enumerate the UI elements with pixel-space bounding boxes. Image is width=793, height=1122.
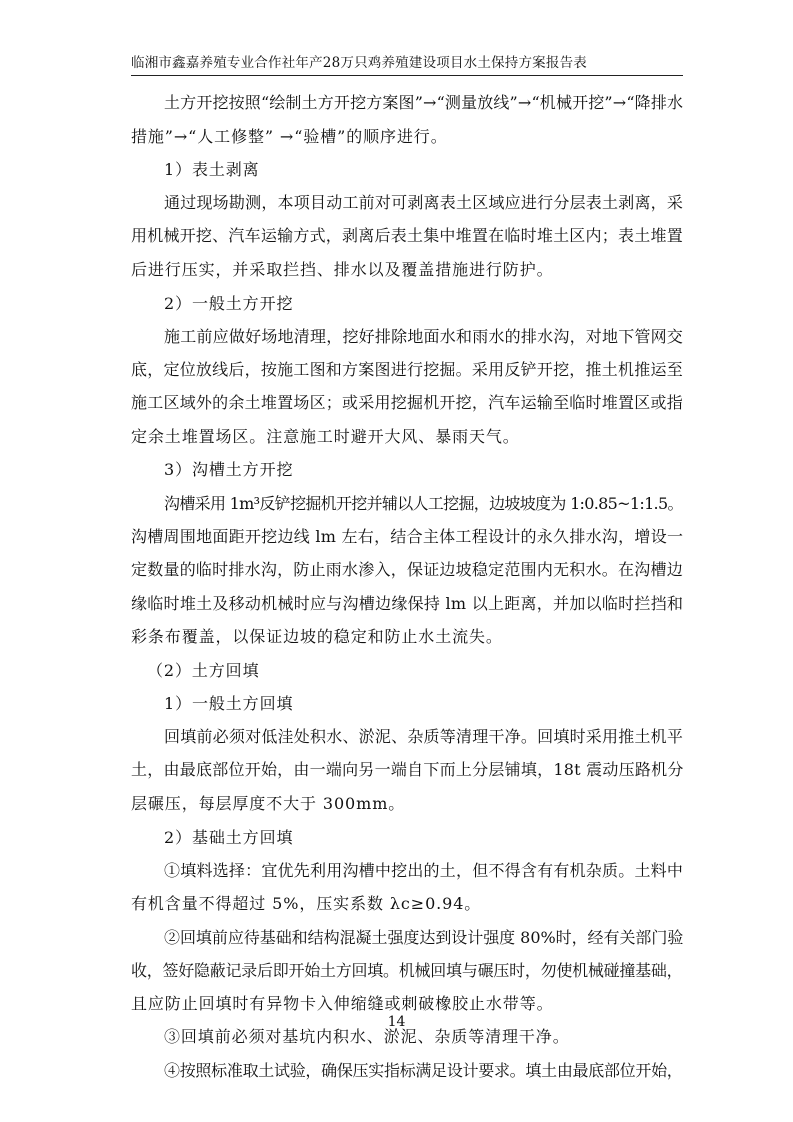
paragraph-line: 3）沟槽土方开挖 — [164, 460, 294, 479]
running-header: 临湘市鑫嘉养殖专业合作社年产28万只鸡养殖建设项目水土保持方案报告表 — [131, 55, 587, 71]
paragraph-line: 沟槽采用 1m³反铲挖掘机开挖并辅以人工挖掘，边坡坡度为 1:0.85~1:1.5。 — [164, 494, 683, 513]
paragraph-line: 2）一般土方开挖 — [164, 294, 294, 313]
paragraph-line: 层碾压，每层厚度不大于 300mm。 — [131, 794, 406, 813]
paragraph-line: 底，定位放线后，按施工图和方案图进行挖掘。采用反铲开挖，推土机推运至 — [131, 360, 683, 379]
paragraph-line: 2）基础土方回填 — [164, 828, 294, 847]
paragraph-line: 土方开挖按照“绘制土方开挖方案图”→“测量放线”→“机械开挖”→“降排水 — [164, 93, 684, 112]
paragraph-line: ③回填前必须对基坑内积水、淤泥、杂质等清理干净。 — [164, 1027, 570, 1046]
paragraph-line: 用机械开挖、汽车运输方式，剥离后表土集中堆置在临时堆土区内；表土堆置 — [131, 226, 683, 245]
paragraph-line: 缘临时堆土及移动机械时应与沟槽边缘保持 lm 以上距离，并加以临时拦挡和 — [131, 594, 684, 613]
paragraph-line: （2）土方回填 — [147, 661, 260, 680]
paragraph-line: ④按照标准取土试验，确保压实指标满足设计要求。填土由最底部位开始， — [164, 1061, 683, 1080]
paragraph-line: 彩条布覆盖，以保证边坡的稳定和防止水土流失。 — [131, 627, 503, 646]
paragraph-line: 通过现场勘测，本项目动工前对可剥离表土区域应进行分层表土剥离，采 — [164, 193, 684, 212]
paragraph-line: 有机含量不得超过 5%，压实系数 λc≥0.94。 — [131, 894, 482, 913]
paragraph-line: 且应防止回填时有异物卡入伸缩缝或刺破橡胶止水带等。 — [131, 994, 554, 1013]
paragraph-line: 定数量的临时排水沟，防止雨水渗入，保证边坡稳定范围内无积水。在沟槽边 — [131, 560, 683, 579]
header-divider — [131, 75, 683, 76]
paragraph-line: 1）一般土方回填 — [164, 694, 294, 713]
paragraph-line: 沟槽周围地面距开挖边线 lm 左右，结合主体工程设计的永久排水沟，增设一 — [131, 527, 684, 546]
paragraph-line: 后进行压实，并采取拦挡、排水以及覆盖措施进行防护。 — [131, 260, 554, 279]
paragraph-line: 收，签好隐蔽记录后即开始土方回填。机械回填与碾压时，勿使机械碰撞基础， — [131, 961, 683, 980]
paragraph-line: 定余土堆置场区。注意施工时避开大风、暴雨天气。 — [131, 427, 520, 446]
paragraph-line: 1）表土剥离 — [164, 160, 260, 179]
paragraph-line: 施工区域外的余土堆置场区；或采用挖掘机开挖，汽车运输至临时堆置区或指 — [131, 393, 683, 412]
paragraph-line: ①填料选择：宜优先利用沟槽中挖出的土，但不得含有有机杂质。土料中 — [164, 861, 684, 880]
paragraph-line: 措施”→“人工修整” →“验槽”的顺序进行。 — [131, 127, 448, 146]
page-number: 14 — [387, 1014, 406, 1030]
paragraph-line: ②回填前应待基础和结构混凝土强度达到设计强度 80%时，经有关部门验 — [164, 928, 684, 947]
paragraph-line: 施工前应做好场地清理，挖好排除地面水和雨水的排水沟，对地下管网交 — [164, 327, 684, 346]
paragraph-line: 回填前必须对低洼处积水、淤泥、杂质等清理干净。回填时采用推土机平 — [164, 727, 684, 746]
paragraph-line: 土，由最底部位开始，由一端向另一端自下而上分层铺填，18t 震动压路机分 — [131, 760, 684, 779]
